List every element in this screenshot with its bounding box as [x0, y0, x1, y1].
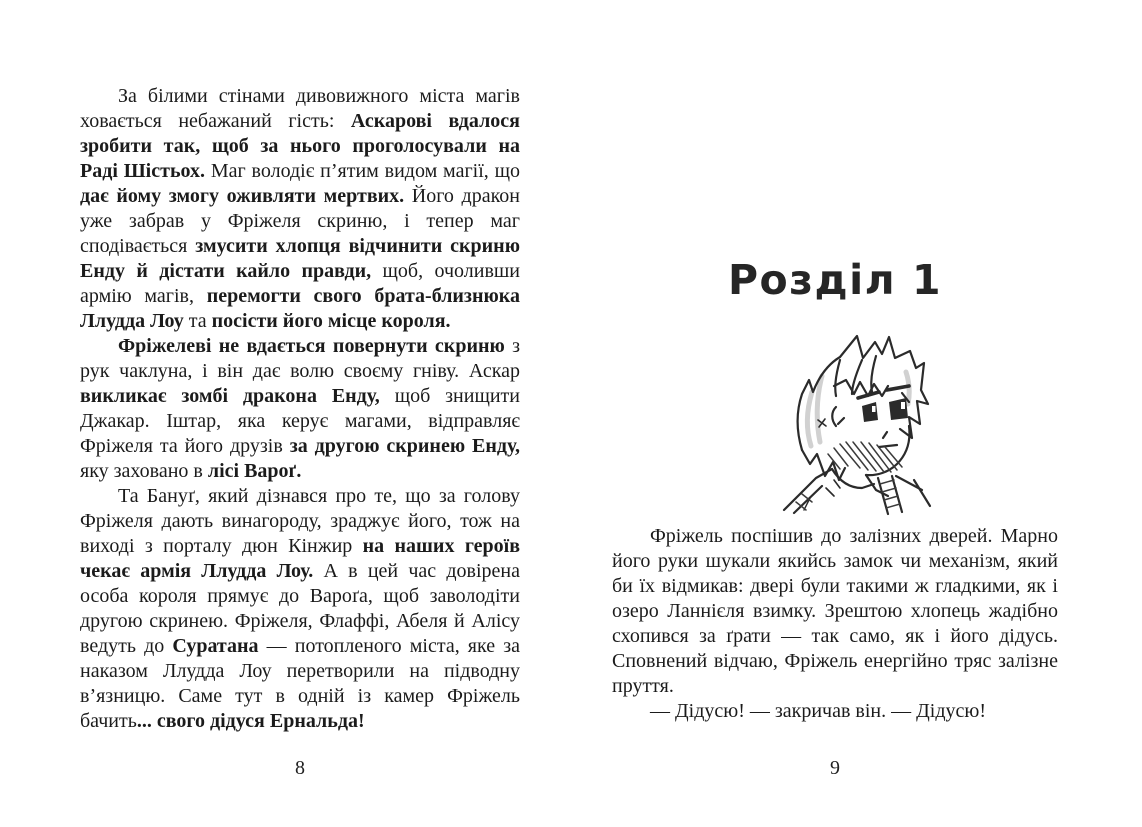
page-number-right: 9 [830, 757, 840, 779]
chapter-paragraph-1: Фріжель поспішив до залізних дверей. Марно його руки шукали якийсь замок чи механізм, який би їх відмикав: двері були такими ж гладкими, як і озеро Ланнієля взимку. Зрештою хлопець жадібно схопився за ґрати — так само, як і його дідусь. Сповнений відчаю, Фріжель енергійно тряс залізне пруття. [612, 525, 1058, 697]
boy-sketch-illustration [774, 330, 940, 518]
summary-paragraph-2: Фріжелеві не вдається повернути скриню з рук чаклуна, і він дає волю своєму гніву. Аскар викликає зомбі дракона Енду, щоб знищити Джакар. Іштар, яка керує магами, відправляє Фріжеля та його друзів за другою скринею Енду, яку заховано в лісі Вароґ. [80, 335, 520, 482]
page-number-left: 8 [295, 757, 305, 779]
summary-paragraph-3: Та Бануґ, який дізнався про те, що за голову Фріжеля дають винагороду, зраджує його, тож на виході з порталу дюн Кінжир на наших героїв чекає армія Ллудда Лоу. А в цей час довірена особа короля прямує до Вароґа, щоб заволодіти другою скринею. Фріжеля, Флаффі, Абеля й Алісу ведуть до Суратана — потопленого міста, яке за наказом Ллудда Лоу перетворили на підводну в’язницю. Саме тут в одній із камер Фріжель бачить... свого дідуся Ернальда! [80, 485, 521, 732]
chapter-heading: Розділ 1 [727, 256, 943, 304]
right-page-text-block [612, 524, 1058, 724]
chapter-dialogue-line: — Дідусю! — закричав він. — Дідусю! [650, 700, 986, 722]
left-page-text-block [80, 84, 520, 734]
summary-paragraph-1: За білими стінами дивовижного міста магів ховається небажаний гість: Аскарові вдалося зробити так, щоб за нього проголосували на Раді Шістьох. Маг володіє п’ятим видом магії, що дає йому змогу оживляти мертвих. Його дракон уже забрав у Фріжеля скриню, і тепер маг сподівається змусити хлопця відчинити скриню Енду й дістати кайло правди, щоб, очоливши армію магів, перемогти свого брата-близнюка Ллудда Лоу та посісти його місце короля. [80, 85, 520, 332]
